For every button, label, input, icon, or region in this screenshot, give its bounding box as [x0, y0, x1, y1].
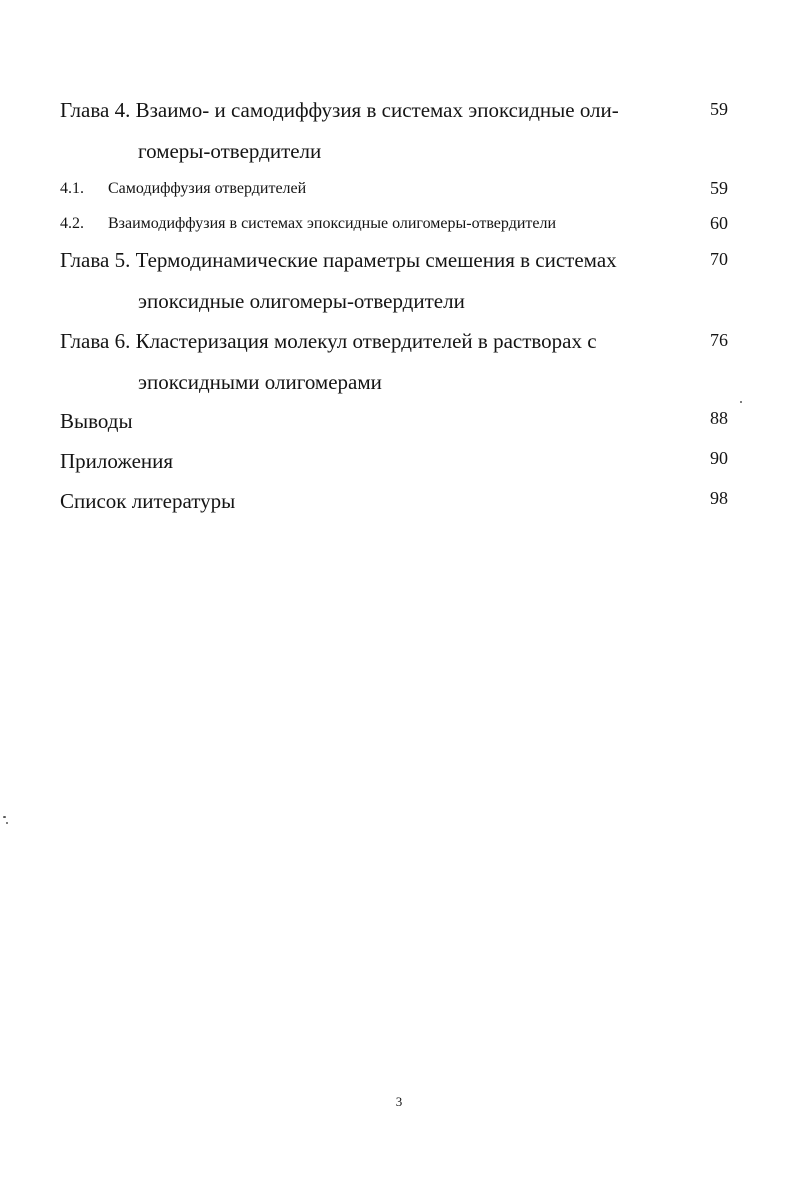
toc-section-title: Взаимодиффузия в системах эпоксидные олигомеры-отвердители — [108, 215, 557, 232]
toc-section-title: Самодиффузия отвердителей — [108, 180, 307, 197]
toc-page-number: 90 — [710, 448, 728, 468]
toc-entry-references — [60, 481, 670, 522]
scan-speck — [3, 816, 6, 818]
scan-speck — [6, 822, 8, 824]
toc-entry-title: Список литературы — [60, 489, 236, 513]
toc-page-number: 59 — [710, 178, 728, 198]
toc-entry-title-line2: гомеры-отвердители — [138, 139, 322, 163]
page-number-footer: 3 — [395, 1094, 403, 1109]
toc-page-number: 76 — [710, 330, 728, 350]
toc-entry-conclusions — [60, 401, 670, 442]
toc-entry-title-line1: Глава 6. Кластеризация молекул отвердителей в растворах с — [60, 329, 597, 353]
toc-entry-chapter-5 — [60, 240, 670, 322]
toc-entry-appendices — [60, 441, 670, 482]
toc-page-number: 70 — [710, 249, 728, 269]
toc-entry-chapter-6 — [60, 321, 670, 403]
toc-entry-title-line2: эпоксидными олигомерами — [138, 370, 382, 394]
toc-section-number: 4.1. — [60, 180, 84, 197]
toc-entry-section-4-1 — [60, 179, 670, 199]
toc-page-number: 98 — [710, 488, 728, 508]
toc-entry-title-line1: Глава 5. Термодинамические параметры смешения в системах — [60, 248, 617, 272]
toc-section-number: 4.2. — [60, 215, 84, 232]
toc-page-number: 60 — [710, 213, 728, 233]
toc-page-number: 59 — [710, 99, 728, 119]
toc-page-number: 88 — [710, 408, 728, 428]
toc-entry-title: Приложения — [60, 449, 174, 473]
scan-speck — [740, 401, 742, 403]
toc-entry-title-line1: Глава 4. Взаимо- и самодиффузия в системах эпоксидные оли- — [60, 98, 619, 122]
toc-entry-title: Выводы — [60, 409, 133, 433]
toc-entry-section-4-2 — [60, 214, 670, 234]
toc-entry-title-line2: эпоксидные олигомеры-отвердители — [138, 289, 465, 313]
toc-entry-chapter-4 — [60, 90, 670, 172]
